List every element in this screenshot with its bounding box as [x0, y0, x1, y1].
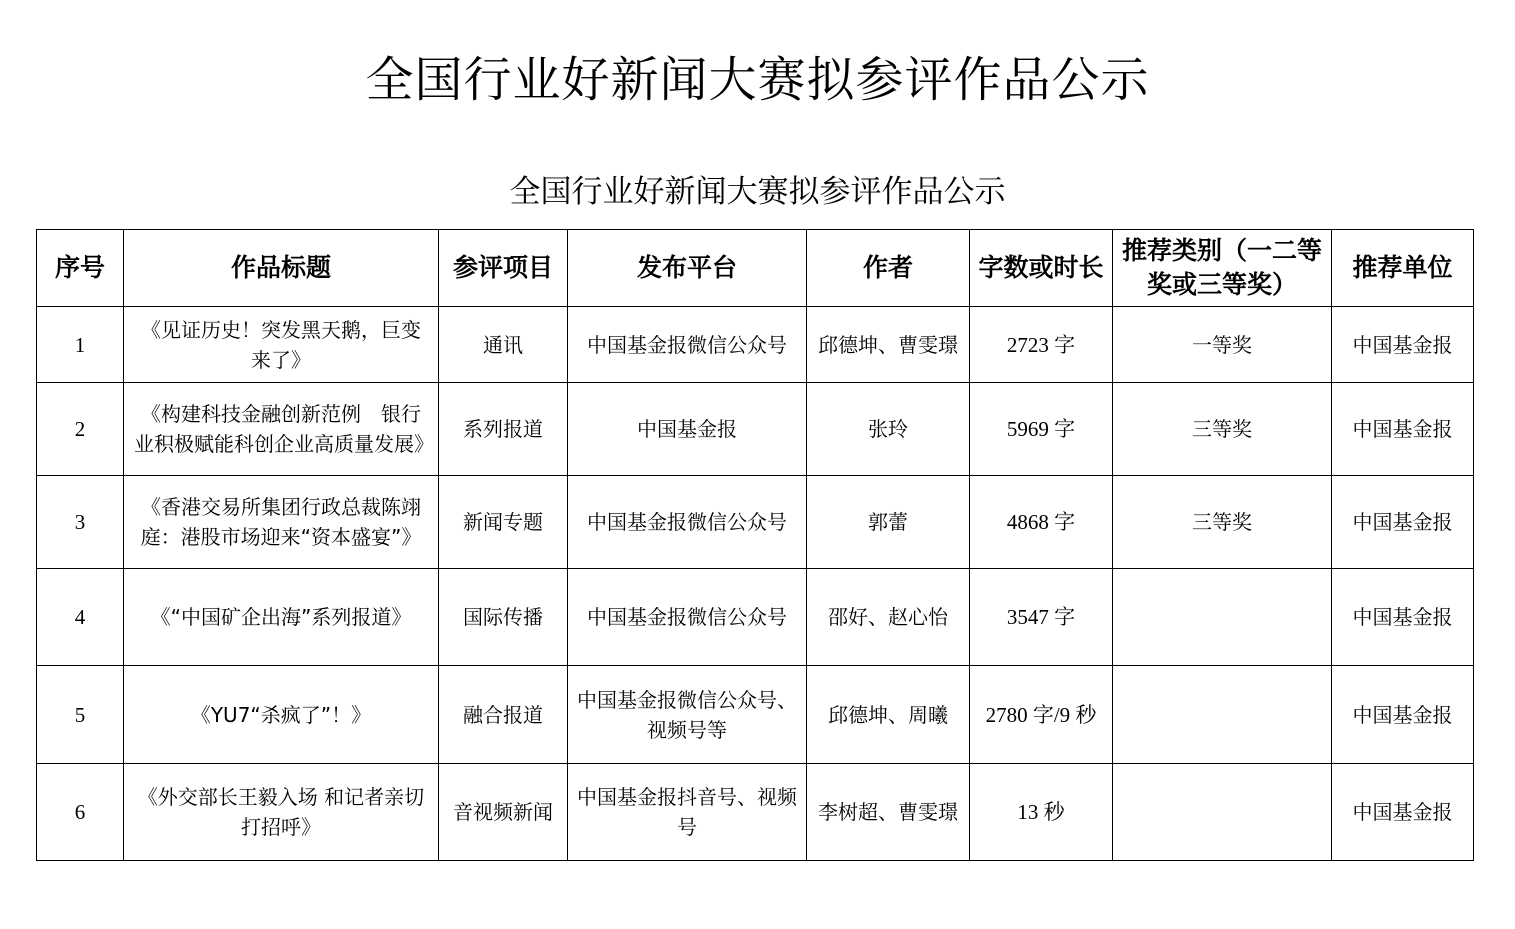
- cell-title: 《外交部长王毅入场 和记者亲切打招呼》: [124, 764, 439, 861]
- header-author: 作者: [807, 230, 970, 307]
- header-category: 参评项目: [439, 230, 568, 307]
- header-index: 序号: [37, 230, 124, 307]
- page-title: 全国行业好新闻大赛拟参评作品公示: [365, 52, 1150, 108]
- table-row: [37, 666, 1474, 764]
- table-row: [37, 383, 1474, 476]
- cell-award: [1113, 764, 1332, 861]
- cell-category: 通讯: [439, 307, 568, 383]
- cell-category: 国际传播: [439, 569, 568, 666]
- header-platform: 发布平台: [568, 230, 807, 307]
- cell-unit: 中国基金报: [1332, 476, 1474, 569]
- table-title: 全国行业好新闻大赛拟参评作品公示: [509, 174, 1006, 210]
- header-unit: 推荐单位: [1332, 230, 1474, 307]
- cell-index: 3: [37, 476, 124, 569]
- cell-index: 1: [37, 307, 124, 383]
- cell-unit: 中国基金报: [1332, 764, 1474, 861]
- cell-platform: 中国基金报抖音号、视频号: [568, 764, 807, 861]
- cell-unit: 中国基金报: [1332, 307, 1474, 383]
- table-row: [37, 307, 1474, 383]
- header-length: 字数或时长: [970, 230, 1113, 307]
- table-row: [37, 476, 1474, 569]
- cell-platform: 中国基金报微信公众号: [568, 307, 807, 383]
- cell-platform: 中国基金报微信公众号、视频号等: [568, 666, 807, 764]
- cell-award: [1113, 666, 1332, 764]
- cell-length: 3547 字: [970, 569, 1113, 666]
- cell-unit: 中国基金报: [1332, 666, 1474, 764]
- cell-category: 音视频新闻: [439, 764, 568, 861]
- cell-unit: 中国基金报: [1332, 569, 1474, 666]
- cell-length: 5969 字: [970, 383, 1113, 476]
- table-row: [37, 764, 1474, 861]
- cell-platform: 中国基金报微信公众号: [568, 569, 807, 666]
- header-award: 推荐类别（一二等奖或三等奖）: [1113, 230, 1332, 307]
- cell-category: 系列报道: [439, 383, 568, 476]
- table-header-row: [37, 230, 1474, 307]
- works-table: [36, 229, 1474, 861]
- cell-award: 三等奖: [1113, 383, 1332, 476]
- cell-index: 4: [37, 569, 124, 666]
- cell-author: 邵好、赵心怡: [807, 569, 970, 666]
- cell-unit: 中国基金报: [1332, 383, 1474, 476]
- cell-length: 13 秒: [970, 764, 1113, 861]
- cell-platform: 中国基金报微信公众号: [568, 476, 807, 569]
- cell-author: 邱德坤、周曦: [807, 666, 970, 764]
- cell-category: 融合报道: [439, 666, 568, 764]
- cell-author: 张玲: [807, 383, 970, 476]
- cell-title: 《YU7“杀疯了”！》: [124, 666, 439, 764]
- cell-index: 6: [37, 764, 124, 861]
- cell-author: 李树超、曹雯璟: [807, 764, 970, 861]
- cell-category: 新闻专题: [439, 476, 568, 569]
- cell-length: 4868 字: [970, 476, 1113, 569]
- cell-award: 三等奖: [1113, 476, 1332, 569]
- cell-award: 一等奖: [1113, 307, 1332, 383]
- cell-title: 《构建科技金融创新范例 银行业积极赋能科创企业高质量发展》: [124, 383, 439, 476]
- cell-award: [1113, 569, 1332, 666]
- cell-length: 2780 字/9 秒: [970, 666, 1113, 764]
- cell-author: 邱德坤、曹雯璟: [807, 307, 970, 383]
- cell-author: 郭蕾: [807, 476, 970, 569]
- cell-length: 2723 字: [970, 307, 1113, 383]
- cell-title: 《香港交易所集团行政总裁陈翊庭：港股市场迎来“资本盛宴”》: [124, 476, 439, 569]
- header-title: 作品标题: [124, 230, 439, 307]
- cell-title: 《“中国矿企出海”系列报道》: [124, 569, 439, 666]
- cell-index: 2: [37, 383, 124, 476]
- cell-title: 《见证历史！突发黑天鹅，巨变来了》: [124, 307, 439, 383]
- table-row: [37, 569, 1474, 666]
- cell-index: 5: [37, 666, 124, 764]
- cell-platform: 中国基金报: [568, 383, 807, 476]
